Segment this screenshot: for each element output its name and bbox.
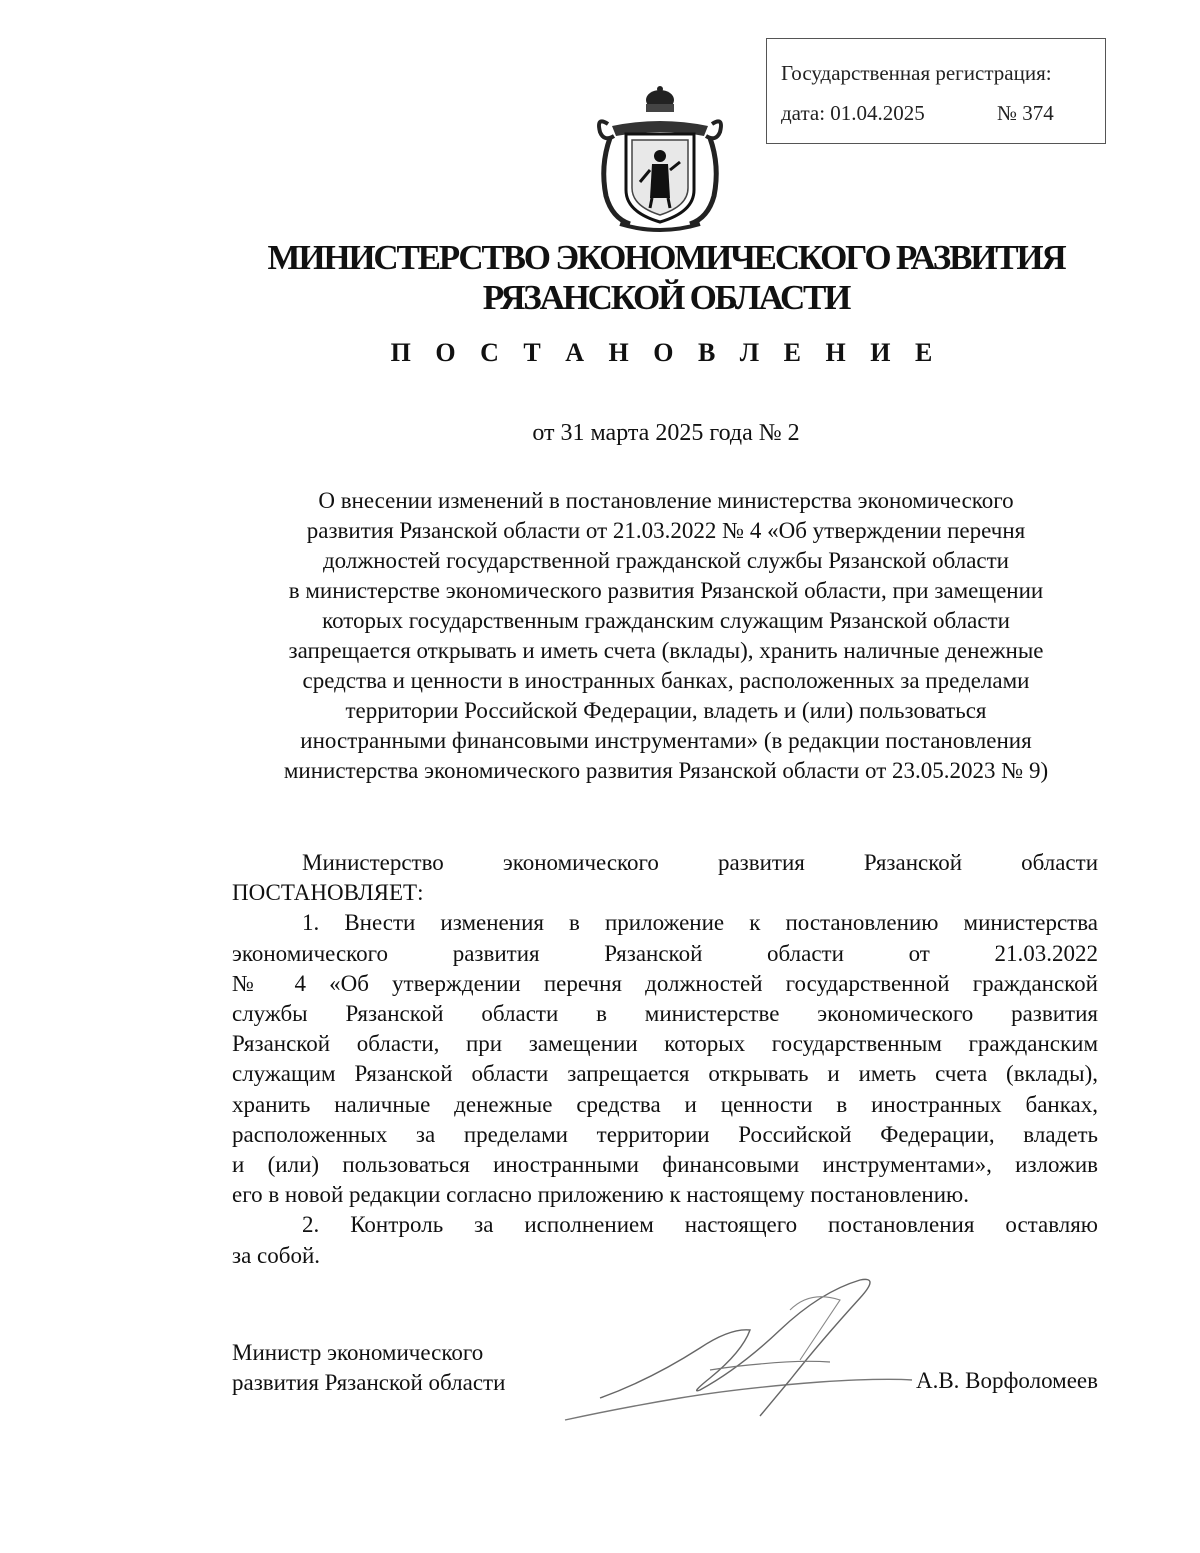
- ryazan-coat-of-arms-icon: [590, 86, 730, 236]
- title-line: должностей государственной гражданской службы Рязанской области: [322, 548, 1009, 573]
- ministry-name-line1: МИНИСТЕРСТВО ЭКОНОМИЧЕСКОГО РАЗВИТИЯ: [267, 238, 1065, 277]
- body-line: Министерство экономического развития Рязанской области: [302, 850, 1098, 875]
- title-line: иностранными финансовыми инструментами» (в редакции постановления: [300, 728, 1032, 753]
- body-line: ПОСТАНОВЛЯЕТ:: [232, 880, 424, 906]
- body-line: службы Рязанской области в министерстве экономического развития: [232, 1001, 1098, 1027]
- title-line: О внесении изменений в постановление министерства экономического: [318, 488, 1014, 513]
- body-line: 2. Контроль за исполнением настоящего постановления оставляю: [302, 1212, 1098, 1238]
- document-type: П О С Т А Н О В Л Е Н И Е: [390, 338, 942, 367]
- title-line: в министерстве экономического развития Рязанской области, при замещении: [288, 578, 1044, 603]
- registration-number: № 374: [997, 101, 1054, 125]
- registration-stamp: [766, 38, 1106, 144]
- body-line: и (или) пользоваться иностранными финансовыми инструментами», изложив: [232, 1152, 1098, 1178]
- body-line: за собой.: [232, 1242, 321, 1268]
- body-line: хранить наличные денежные средства и ценности в иностранных банках,: [232, 1091, 1098, 1117]
- signer-position: [232, 1338, 505, 1398]
- body-line: служащим Рязанской области запрещается открывать и иметь счета (вклады),: [232, 1061, 1098, 1087]
- registration-title: Государственная регистрация:: [781, 61, 1052, 85]
- title-line: территории Российской Федерации, владеть и (или) пользоваться: [345, 698, 987, 723]
- body-line: Рязанской области, при замещении которых государственным гражданским: [232, 1031, 1098, 1057]
- signer-position-line2: развития Рязанской области: [232, 1370, 506, 1395]
- title-line: которых государственным гражданским служащим Рязанской области: [322, 608, 1010, 633]
- handwritten-signature: [560, 1270, 920, 1450]
- body-line: расположенных за пределами территории Российской Федерации, владеть: [232, 1121, 1098, 1147]
- registration-date: дата: 01.04.2025: [781, 101, 925, 125]
- document-body: [232, 848, 1098, 1271]
- document-date-number: от 31 марта 2025 года № 2: [532, 420, 800, 446]
- body-line: № 4 «Об утверждении перечня должностей государственной гражданской: [232, 970, 1098, 996]
- body-line: его в новой редакции согласно приложению к настоящему постановлению.: [232, 1182, 969, 1208]
- ministry-name-line2: РЯЗАНСКОЙ ОБЛАСТИ: [482, 278, 850, 317]
- title-line: средства и ценности в иностранных банках, расположенных за пределами: [302, 668, 1030, 693]
- signer-name: А.В. Ворфоломеев: [915, 1368, 1098, 1393]
- title-line: министерства экономического развития Рязанской области от 23.05.2023 № 9): [283, 758, 1049, 783]
- signer-position-line1: Министр экономического: [232, 1340, 484, 1365]
- title-line: развития Рязанской области от 21.03.2022 № 4 «Об утверждении перечня: [306, 518, 1026, 543]
- crown-icon: [646, 86, 674, 112]
- title-line: запрещается открывать и иметь счета (вклады), хранить наличные денежные: [288, 638, 1044, 663]
- body-line: экономического развития Рязанской области от 21.03.2022: [232, 940, 1098, 966]
- document-title: [220, 486, 1112, 786]
- body-line: 1. Внести изменения в приложение к постановлению министерства: [302, 910, 1098, 936]
